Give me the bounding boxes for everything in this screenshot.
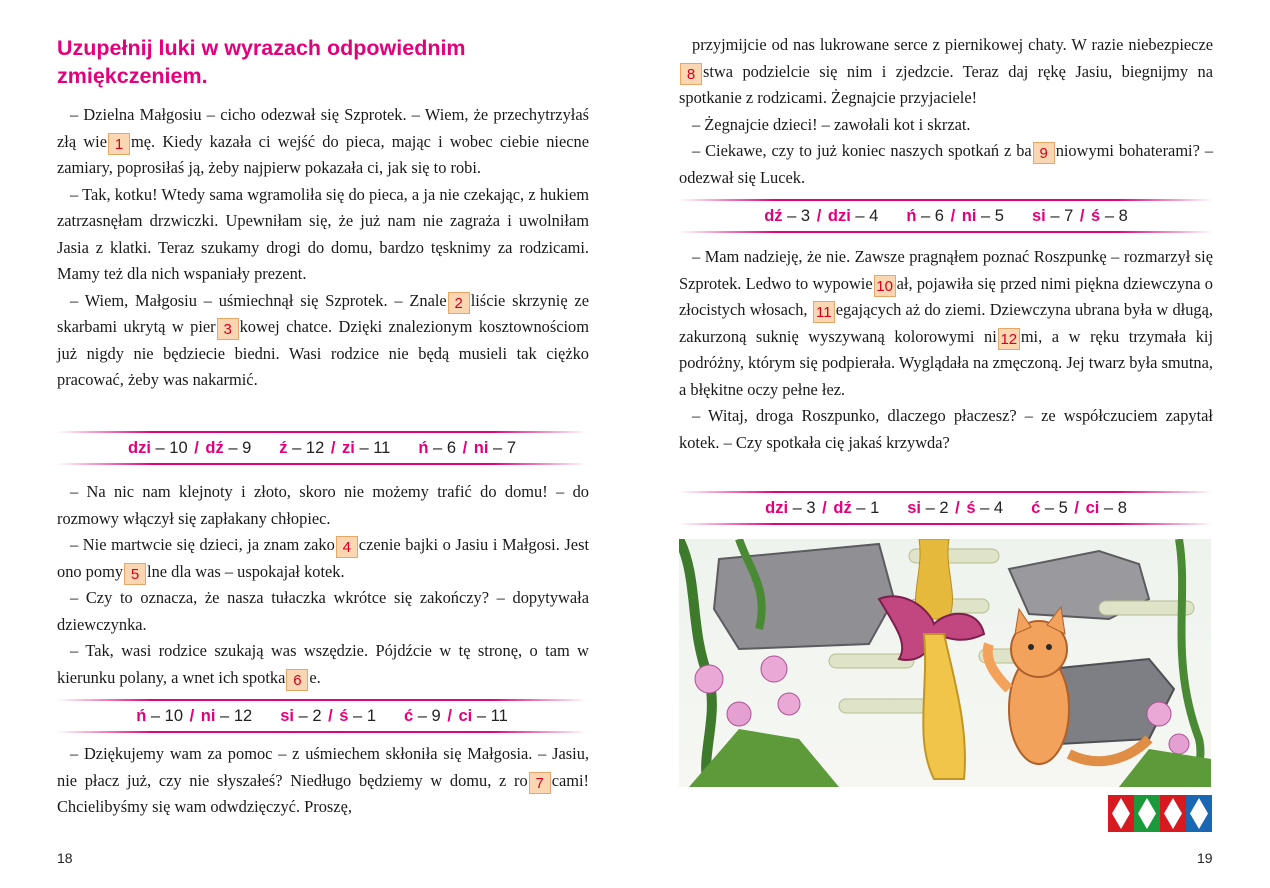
key-number: 6 xyxy=(934,206,944,225)
gap-box[interactable]: 5 xyxy=(124,563,146,585)
text-block xyxy=(57,102,589,394)
key-pair: ń – 10 / ni – 12 xyxy=(136,706,253,725)
text-segment: – Dziękujemy wam za pomoc – z uśmiechem skłoniła się Małgosia. – Jasiu, nie płacz już, czy nie słyszałeś? Niedługo będziemy w domu, z ro xyxy=(57,744,589,790)
paragraph xyxy=(57,638,589,691)
key-slash: / xyxy=(1075,206,1090,225)
text-segment: – Tak, wasi rodzice szukają was wszędzie. Pójdźcie w tę stronę, o tam w kierunku polany, a wnet ich spotka xyxy=(57,641,589,687)
text-segment: – Tak, kotku! Wtedy sama wgramoliła się do pieca, a ja nie czekając, z hukiem zatrzasnęłam drzwiczki. Upewniłam się, że już nam nie zagraża i uwolniłam Jasia z klatki. Teraz szukamy drogi do domu, bardzo tęsknimy za rodzicami. Mamy też dla nich wspaniały prezent. xyxy=(57,184,589,283)
key-number: 12 xyxy=(233,706,253,725)
paragraph xyxy=(679,138,1213,191)
key-number: 9 xyxy=(431,706,441,725)
key-number: 4 xyxy=(993,498,1004,517)
gap-box[interactable]: 7 xyxy=(529,772,551,794)
text-block xyxy=(57,741,589,821)
paragraph xyxy=(57,102,589,182)
key-number: 7 xyxy=(506,438,516,457)
key-number: 2 xyxy=(939,498,949,517)
text-segment: cami! Chcielibyśmy się wam odwdzięczyć. Proszę, xyxy=(57,770,589,816)
right-page xyxy=(635,0,1270,888)
key-pair: ź – 12 / zi – 11 xyxy=(279,438,391,457)
key-number: 12 xyxy=(305,438,325,457)
key-number: 8 xyxy=(1117,498,1127,517)
text-block xyxy=(679,32,1213,191)
text-segment: – Żegnajcie dzieci! – zawołali kot i skrzat. xyxy=(692,114,971,134)
key-slash: / xyxy=(185,706,199,725)
key-slash: / xyxy=(326,438,341,457)
key-number: 2 xyxy=(312,706,322,725)
text-segment: czenie bajki o Jasiu i Małgosi. Jest ono pomy xyxy=(57,535,590,581)
key-number: 1 xyxy=(870,498,880,517)
paragraph xyxy=(57,288,589,394)
key-letters: ń xyxy=(136,706,147,725)
text-segment: liście skrzynię ze skarbami ukrytą w pier xyxy=(57,290,589,336)
text-segment: niowymi bohaterami? – odezwał się Lucek. xyxy=(679,141,1214,187)
key-letters: ś xyxy=(966,498,976,517)
page-title: Uzupełnij luki w wyrazach odpowiednim zmiękczeniem. xyxy=(57,36,466,88)
page-number: 18 xyxy=(57,850,73,866)
key-number: 10 xyxy=(164,706,184,725)
key-number: 5 xyxy=(994,206,1004,225)
paragraph xyxy=(57,182,589,288)
key-slash: / xyxy=(189,438,204,457)
key-letters: ni xyxy=(200,706,216,725)
key-letters: si xyxy=(280,706,294,725)
text-segment: – Dzielna Małgosiu – cicho odezwał się Szprotek. – Wiem, że przechytrzyłaś złą wie xyxy=(57,105,589,151)
text-segment: przyjmijcie od nas lukrowane serce z piernikowej chaty. W razie niebezpiecze xyxy=(692,35,1213,54)
text-segment: stwa podzielcie się nim i zjedzcie. Teraz daj rękę Jasiu, biegnijmy na spotkanie z rodzicami. Żegnajcie przyjaciele! xyxy=(679,61,1213,107)
paragraph xyxy=(679,403,1213,456)
key-letters: si xyxy=(907,498,922,517)
key-letters: ć xyxy=(404,706,414,725)
gap-box[interactable]: 3 xyxy=(217,318,239,340)
page-number: 19 xyxy=(1197,850,1213,866)
key-letters: ci xyxy=(1085,498,1100,517)
text-segment: – Wiem, Małgosiu – uśmiechnął się Szprotek. – Znale xyxy=(70,290,447,310)
key-number: 7 xyxy=(1064,206,1074,225)
text-segment: – Ciekawe, czy to już koniec naszych spotkań z ba xyxy=(692,141,1032,160)
paragraph xyxy=(679,112,1213,139)
paragraph xyxy=(57,479,589,532)
key-number: 5 xyxy=(1058,498,1068,517)
text-segment: – Mam nadzieję, że nie. Zawsze pragnąłem poznać Roszpunkę – rozmarzył się Szprotek. Ledwo to wypowie xyxy=(679,247,1213,293)
key-letters: dź xyxy=(205,438,224,457)
key-pair: si – 7 / ś – 8 xyxy=(1031,206,1128,225)
key-letters: si xyxy=(1031,206,1046,225)
key-pair: si – 2 / ś – 1 xyxy=(280,706,376,725)
key-letters: dź xyxy=(833,498,852,517)
softening-key xyxy=(679,199,1213,233)
key-letters: ś xyxy=(1091,206,1101,225)
key-number: 11 xyxy=(373,438,391,457)
gap-box[interactable]: 8 xyxy=(680,63,702,85)
key-slash: / xyxy=(945,206,960,225)
gap-box[interactable]: 6 xyxy=(286,669,308,691)
key-letters: dzi xyxy=(128,438,151,457)
text-segment: – Nie martwcie się dzieci, ja znam zako xyxy=(70,535,335,554)
key-slash: / xyxy=(950,498,965,517)
text-segment: – Witaj, droga Roszpunko, dlaczego płaczesz? – ze współczuciem zapytał kotek. – Czy spotkała cię jakaś krzywda? xyxy=(679,406,1213,452)
key-number: 4 xyxy=(869,206,879,225)
key-pair: ć – 9 / ci – 11 xyxy=(404,706,508,725)
key-slash: / xyxy=(812,206,826,225)
text-segment: – Czy to oznacza, że nasza tułaczka wkrótce się zakończy? – dopytywała dziewczynka. xyxy=(57,588,589,634)
paragraph xyxy=(57,585,589,638)
key-letters: ni xyxy=(473,438,489,457)
softening-key xyxy=(679,491,1213,525)
key-number: 11 xyxy=(490,706,508,725)
paragraph xyxy=(57,532,589,585)
key-letters: zi xyxy=(342,438,355,457)
key-letters: dź xyxy=(764,206,783,225)
key-number: 3 xyxy=(800,206,811,225)
key-number: 10 xyxy=(169,438,188,457)
text-block xyxy=(57,479,589,691)
text-segment: kowej chatce. Dzięki znalezionym kosztownościom już nigdy nie będziecie biedni. Wasi rodzice nie będą musieli tak ciężko pracować, żeby was nakarmić. xyxy=(57,317,589,389)
key-letters: ć xyxy=(1031,498,1041,517)
text-segment: ał, pojawiła się przed nimi piękna dziewczyna o złocistych włosach, xyxy=(679,273,1213,319)
gap-box[interactable]: 12 xyxy=(998,328,1020,350)
text-segment: e. xyxy=(309,667,321,687)
illustration-cat-ribbon xyxy=(679,539,1211,787)
key-number: 1 xyxy=(366,706,376,725)
gap-box[interactable]: 2 xyxy=(448,292,470,314)
gap-box[interactable]: 11 xyxy=(813,301,835,323)
key-letters: dzi xyxy=(827,206,851,225)
key-number: 8 xyxy=(1118,206,1128,225)
key-pair: ć – 5 / ci – 8 xyxy=(1031,498,1127,517)
paragraph xyxy=(57,741,589,821)
key-slash: / xyxy=(442,706,457,725)
key-pair: dzi – 3 / dź – 1 xyxy=(765,498,880,517)
key-slash: / xyxy=(323,706,338,725)
text-segment: lne dla was – uspokajał kotek. xyxy=(147,561,345,581)
key-number: 6 xyxy=(446,438,457,457)
key-letters: ź xyxy=(279,438,288,457)
key-letters: ń xyxy=(906,206,917,225)
text-segment: mę. Kiedy kazała ci wejść do pieca, mając i wobec ciebie niecne zamiary, poprosiłaś ją, żeby najpierw pokazała ci, jak się to robi. xyxy=(57,131,589,177)
paragraph xyxy=(679,32,1213,112)
key-letters: ś xyxy=(339,706,349,725)
text-block xyxy=(679,244,1213,456)
key-number: 9 xyxy=(242,438,252,457)
key-letters: dzi xyxy=(765,498,789,517)
key-pair: si – 2 / ś – 4 xyxy=(907,498,1004,517)
key-letters: ni xyxy=(961,206,977,225)
gap-box[interactable]: 4 xyxy=(336,536,358,558)
key-slash: / xyxy=(817,498,832,517)
key-letters: ci xyxy=(458,706,473,725)
softening-key xyxy=(57,431,587,465)
paragraph xyxy=(679,244,1213,403)
publisher-logo-icon xyxy=(1108,795,1212,832)
key-pair: dź – 3 / dzi – 4 xyxy=(764,206,879,225)
text-segment: egających aż do ziemi. Dziewczyna ubrana była w długą, zakurzoną suknię wyszywaną kolorowymi ni xyxy=(679,300,1213,346)
key-slash: / xyxy=(1069,498,1084,517)
gap-box[interactable]: 9 xyxy=(1033,142,1055,164)
key-slash: / xyxy=(458,438,472,457)
key-pair: dzi – 10 / dź – 9 xyxy=(128,438,252,457)
key-number: 3 xyxy=(806,498,816,517)
key-pair: ń – 6 / ni – 5 xyxy=(906,206,1004,225)
key-pair: ń – 6 / ni – 7 xyxy=(418,438,516,457)
softening-key xyxy=(57,699,587,733)
text-segment: – Na nic nam klejnoty i złoto, skoro nie możemy trafić do domu! – do rozmowy włączył się zapłakany chłopiec. xyxy=(57,482,589,528)
gap-box[interactable]: 10 xyxy=(874,275,896,297)
key-letters: ń xyxy=(418,438,429,457)
gap-box[interactable]: 1 xyxy=(108,133,130,155)
text-segment: mi, a w ręku trzymała kij podróżny, którym się podpierała. Wyglądała na zmęczoną. Jej twarz była smutna, a błękitne oczy pełne łez. xyxy=(679,326,1213,399)
